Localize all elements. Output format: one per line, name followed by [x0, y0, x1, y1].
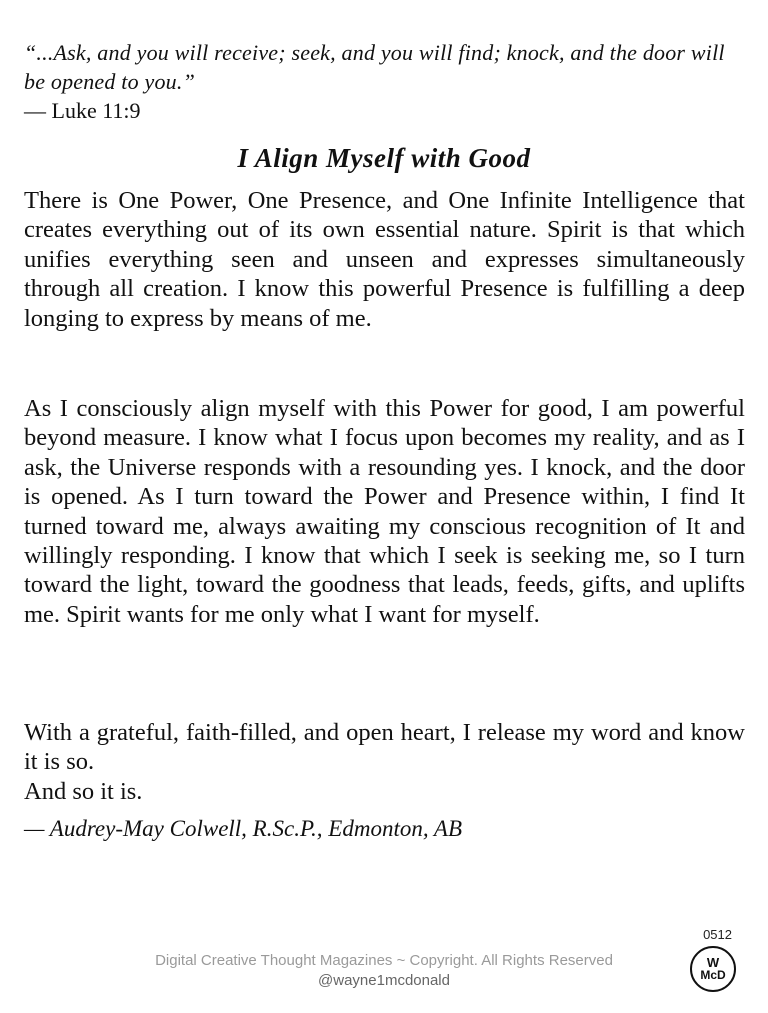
scripture-quote: “...Ask, and you will receive; seek, and you will find; knock, and the door will be opened to you.”	[24, 40, 725, 94]
paragraph-2: As I consciously align myself with this Power for good, I am powerful beyond measure. I know what I focus upon becomes my reality, and as I ask, the Universe responds with a resounding yes. I knock, and the door is opened. As I turn toward the Power and Presence within, I find It turned toward me, always awaiting my conscious recognition of It and willingly responding. I know that which I seek is seeking me, so I turn toward the light, toward the goodness that leads, feeds, gifts, and uplifts me. Spirit wants for me only what I want for myself.	[24, 395, 745, 628]
page-title: I Align Myself with Good	[237, 143, 531, 173]
wmcd-logo	[690, 946, 736, 992]
copyright-text: Digital Creative Thought Magazines ~ Copyright. All Rights Reserved	[155, 952, 613, 969]
footer	[0, 951, 768, 991]
author-attribution: — Audrey-May Colwell, R.Sc.P., Edmonton, AB	[24, 816, 463, 841]
page-number: 0512	[703, 927, 732, 942]
social-handle: @wayne1mcdonald	[318, 972, 450, 989]
logo-line-2: McD	[700, 968, 726, 982]
scripture-citation: — Luke 11:9	[24, 98, 141, 123]
paragraph-1: There is One Power, One Presence, and One Infinite Intelligence that creates everything out of its own essential nature. Spirit is that which unifies everything seen and unseen and expresses simultaneously through all creation. I know this powerful Presence is fulfilling a deep longing to express by means of me.	[24, 187, 745, 332]
logo-line-1: W	[706, 955, 720, 970]
closing-line: And so it is.	[24, 777, 143, 805]
paragraph-3	[24, 718, 745, 806]
paragraph-3-text: With a grateful, faith-filled, and open heart, I release my word and know it is so.	[24, 719, 745, 776]
